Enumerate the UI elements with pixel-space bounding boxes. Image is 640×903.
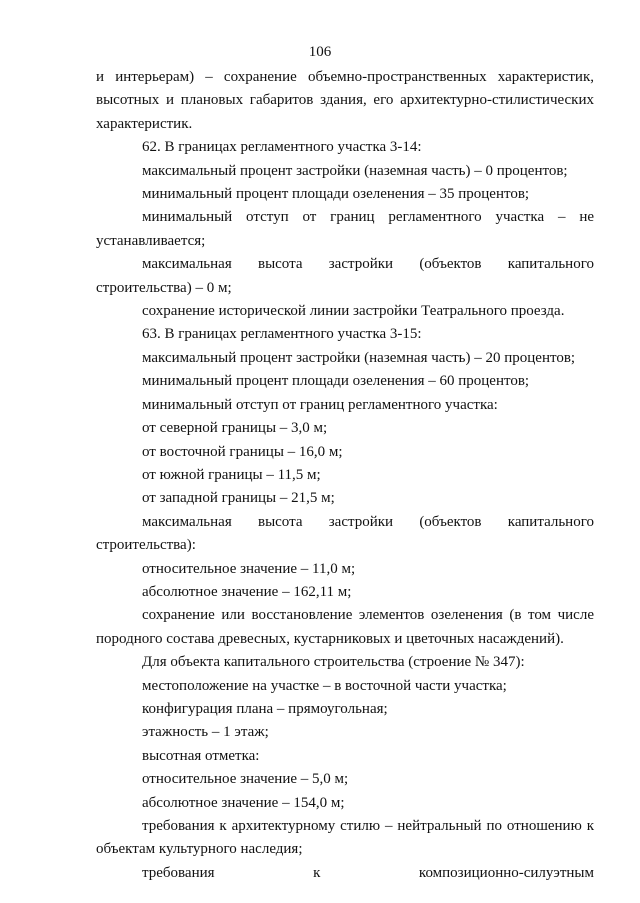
paragraph: минимальный процент площади озеленения – 60 процентов; — [142, 373, 530, 390]
paragraph: максимальный процент застройки (наземная часть) – 0 процентов; — [142, 162, 568, 179]
paragraph: местоположение на участке – в восточной части участка; — [142, 677, 507, 694]
paragraph: сохранение исторической линии застройки Театрального проезда. — [142, 303, 565, 320]
paragraph: от северной границы – 3,0 м; — [142, 420, 328, 437]
paragraph: конфигурация плана – прямоугольная; — [142, 700, 388, 717]
paragraph: требования к архитектурному стилю – нейтральный по отношению к объектам культурного наследия; — [96, 818, 594, 858]
paragraph: и интерьерам) – сохранение объемно-пространственных характеристик, высотных и плановых габаритов здания, его архитектурно-стилистических характеристик. — [96, 69, 594, 132]
paragraph: от восточной границы – 16,0 м; — [142, 443, 343, 460]
paragraph: 62. В границах регламентного участка 3-14: — [142, 139, 422, 156]
paragraph: минимальный отступ от границ регламентного участка – не устанавливается; — [96, 209, 594, 249]
document-body — [96, 66, 594, 885]
paragraph: минимальный процент площади озеленения – 35 процентов; — [142, 186, 530, 203]
paragraph: от западной границы – 21,5 м; — [142, 490, 335, 507]
paragraph: 63. В границах регламентного участка 3-15: — [142, 326, 422, 343]
paragraph: относительное значение – 11,0 м; — [142, 560, 356, 577]
paragraph: минимальный отступ от границ регламентного участка: — [142, 396, 498, 413]
page-number: 106 — [308, 44, 332, 60]
paragraph: максимальный процент застройки (наземная часть) – 20 процентов; — [142, 349, 576, 366]
paragraph: относительное значение – 5,0 м; — [142, 771, 349, 788]
paragraph: требования к композиционно-силуэтным — [142, 864, 594, 881]
paragraph: максимальная высота застройки (объектов капитального строительства) – 0 м; — [96, 256, 594, 296]
paragraph: от южной границы – 11,5 м; — [142, 466, 321, 483]
paragraph: абсолютное значение – 154,0 м; — [142, 794, 345, 811]
paragraph: абсолютное значение – 162,11 м; — [142, 583, 352, 600]
paragraph: этажность – 1 этаж; — [142, 724, 269, 741]
paragraph: высотная отметка: — [142, 747, 260, 764]
paragraph: максимальная высота застройки (объектов капитального строительства): — [96, 513, 594, 554]
paragraph: Для объекта капитального строительства (строение № 347): — [142, 654, 525, 671]
paragraph: сохранение или восстановление элементов озеленения (в том числе породного состава древесных, кустарниковых и цветочных насаждений). — [96, 607, 594, 647]
